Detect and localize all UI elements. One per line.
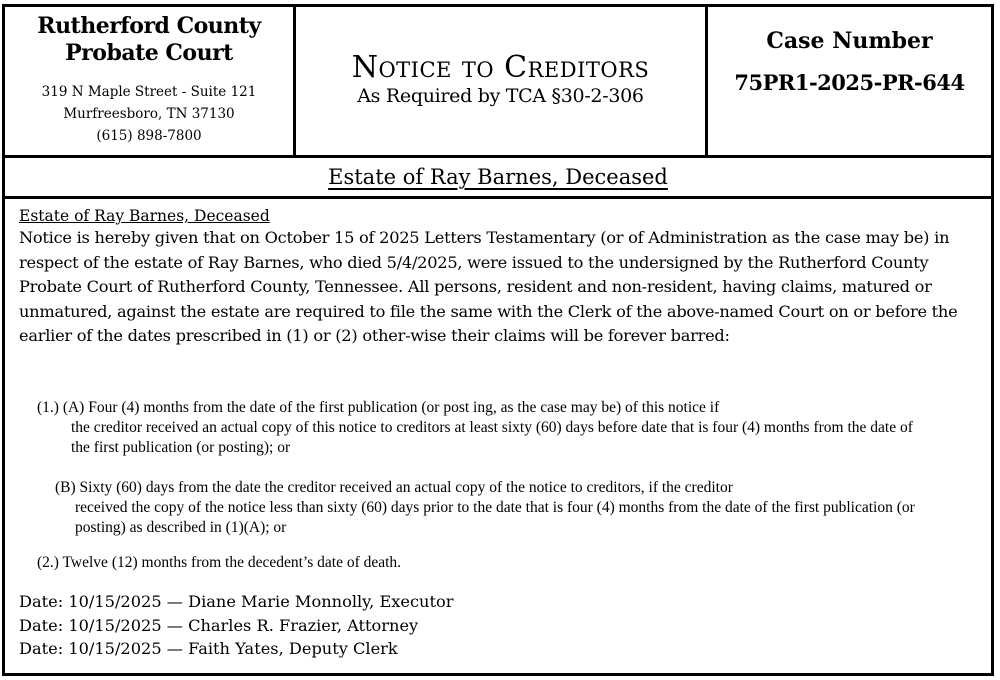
list-item-1a-first: (1.) (A) Four (4) months from the date of the first publication (or post ing, as the case may be) of this notice if xyxy=(37,399,720,416)
court-name-line2: Probate Court xyxy=(65,40,233,66)
signature-block xyxy=(19,590,453,661)
list-item-2: (2.) Twelve (12) months from the decedent’s date of death. xyxy=(37,554,402,571)
notice-title-box xyxy=(296,7,708,155)
case-number-label: Case Number xyxy=(766,28,933,54)
notice-document xyxy=(2,4,994,676)
body-paragraph: Notice is hereby given that on October 15 of 2025 Letters Testamentary (or of Administration as the case may be) in respect of the estate of Ray Barnes, who died 5/4/2025, were issued to the undersigned by the Rutherford County Probate Court of Rutherford County, Tennessee. All persons, resident and non-resident, having claims, matured or unmatured, against the estate are required to file the same with the Clerk of the above-named Court on or before the earlier of the dates prescribed in (1) or (2) other-wise their claims will be forever barred: xyxy=(19,228,958,345)
court-address-city: Murfreesboro, TN 37130 xyxy=(63,106,235,122)
notice-title: Notice to Creditors xyxy=(351,50,650,85)
notice-subtitle: As Required by TCA §30-2-306 xyxy=(357,85,644,107)
signature-line-clerk: Date: 10/15/2025 — Faith Yates, Deputy Clerk xyxy=(19,639,398,658)
list-item-1a xyxy=(37,398,917,458)
signature-line-executor: Date: 10/15/2025 — Diane Marie Monnolly, Executor xyxy=(19,592,454,611)
list-item-1b xyxy=(55,478,945,538)
case-number-value: 75PR1-2025-PR-644 xyxy=(734,70,965,95)
court-address xyxy=(5,81,293,147)
notice-body xyxy=(19,206,985,658)
estate-banner xyxy=(5,158,991,199)
court-name xyxy=(5,13,293,67)
court-phone: (615) 898-7800 xyxy=(96,128,202,144)
court-address-street: 319 N Maple Street - Suite 121 xyxy=(41,84,257,100)
list-item-1a-rest: the creditor received an actual copy of this notice to creditors at least sixty (60) days before date that is four (4) months from the date of the first publication (or posting); or xyxy=(71,419,913,456)
list-item-1b-first: (B) Sixty (60) days from the date the creditor received an actual copy of the notice to creditors, if the creditor xyxy=(55,479,733,496)
signature-line-attorney: Date: 10/15/2025 — Charles R. Frazier, Attorney xyxy=(19,615,419,635)
case-number-box xyxy=(708,7,991,155)
court-info-box xyxy=(5,7,296,155)
body-heading: Estate of Ray Barnes, Deceased xyxy=(19,207,270,225)
estate-banner-text: Estate of Ray Barnes, Deceased xyxy=(328,165,668,189)
court-name-line1: Rutherford County xyxy=(37,13,261,39)
notice-header xyxy=(5,7,991,158)
list-item-1b-rest: received the copy of the notice less than sixty (60) days prior to the date that is four (4) months from the date of the first publication (or posting) as described in (1)(A); or xyxy=(75,499,915,536)
